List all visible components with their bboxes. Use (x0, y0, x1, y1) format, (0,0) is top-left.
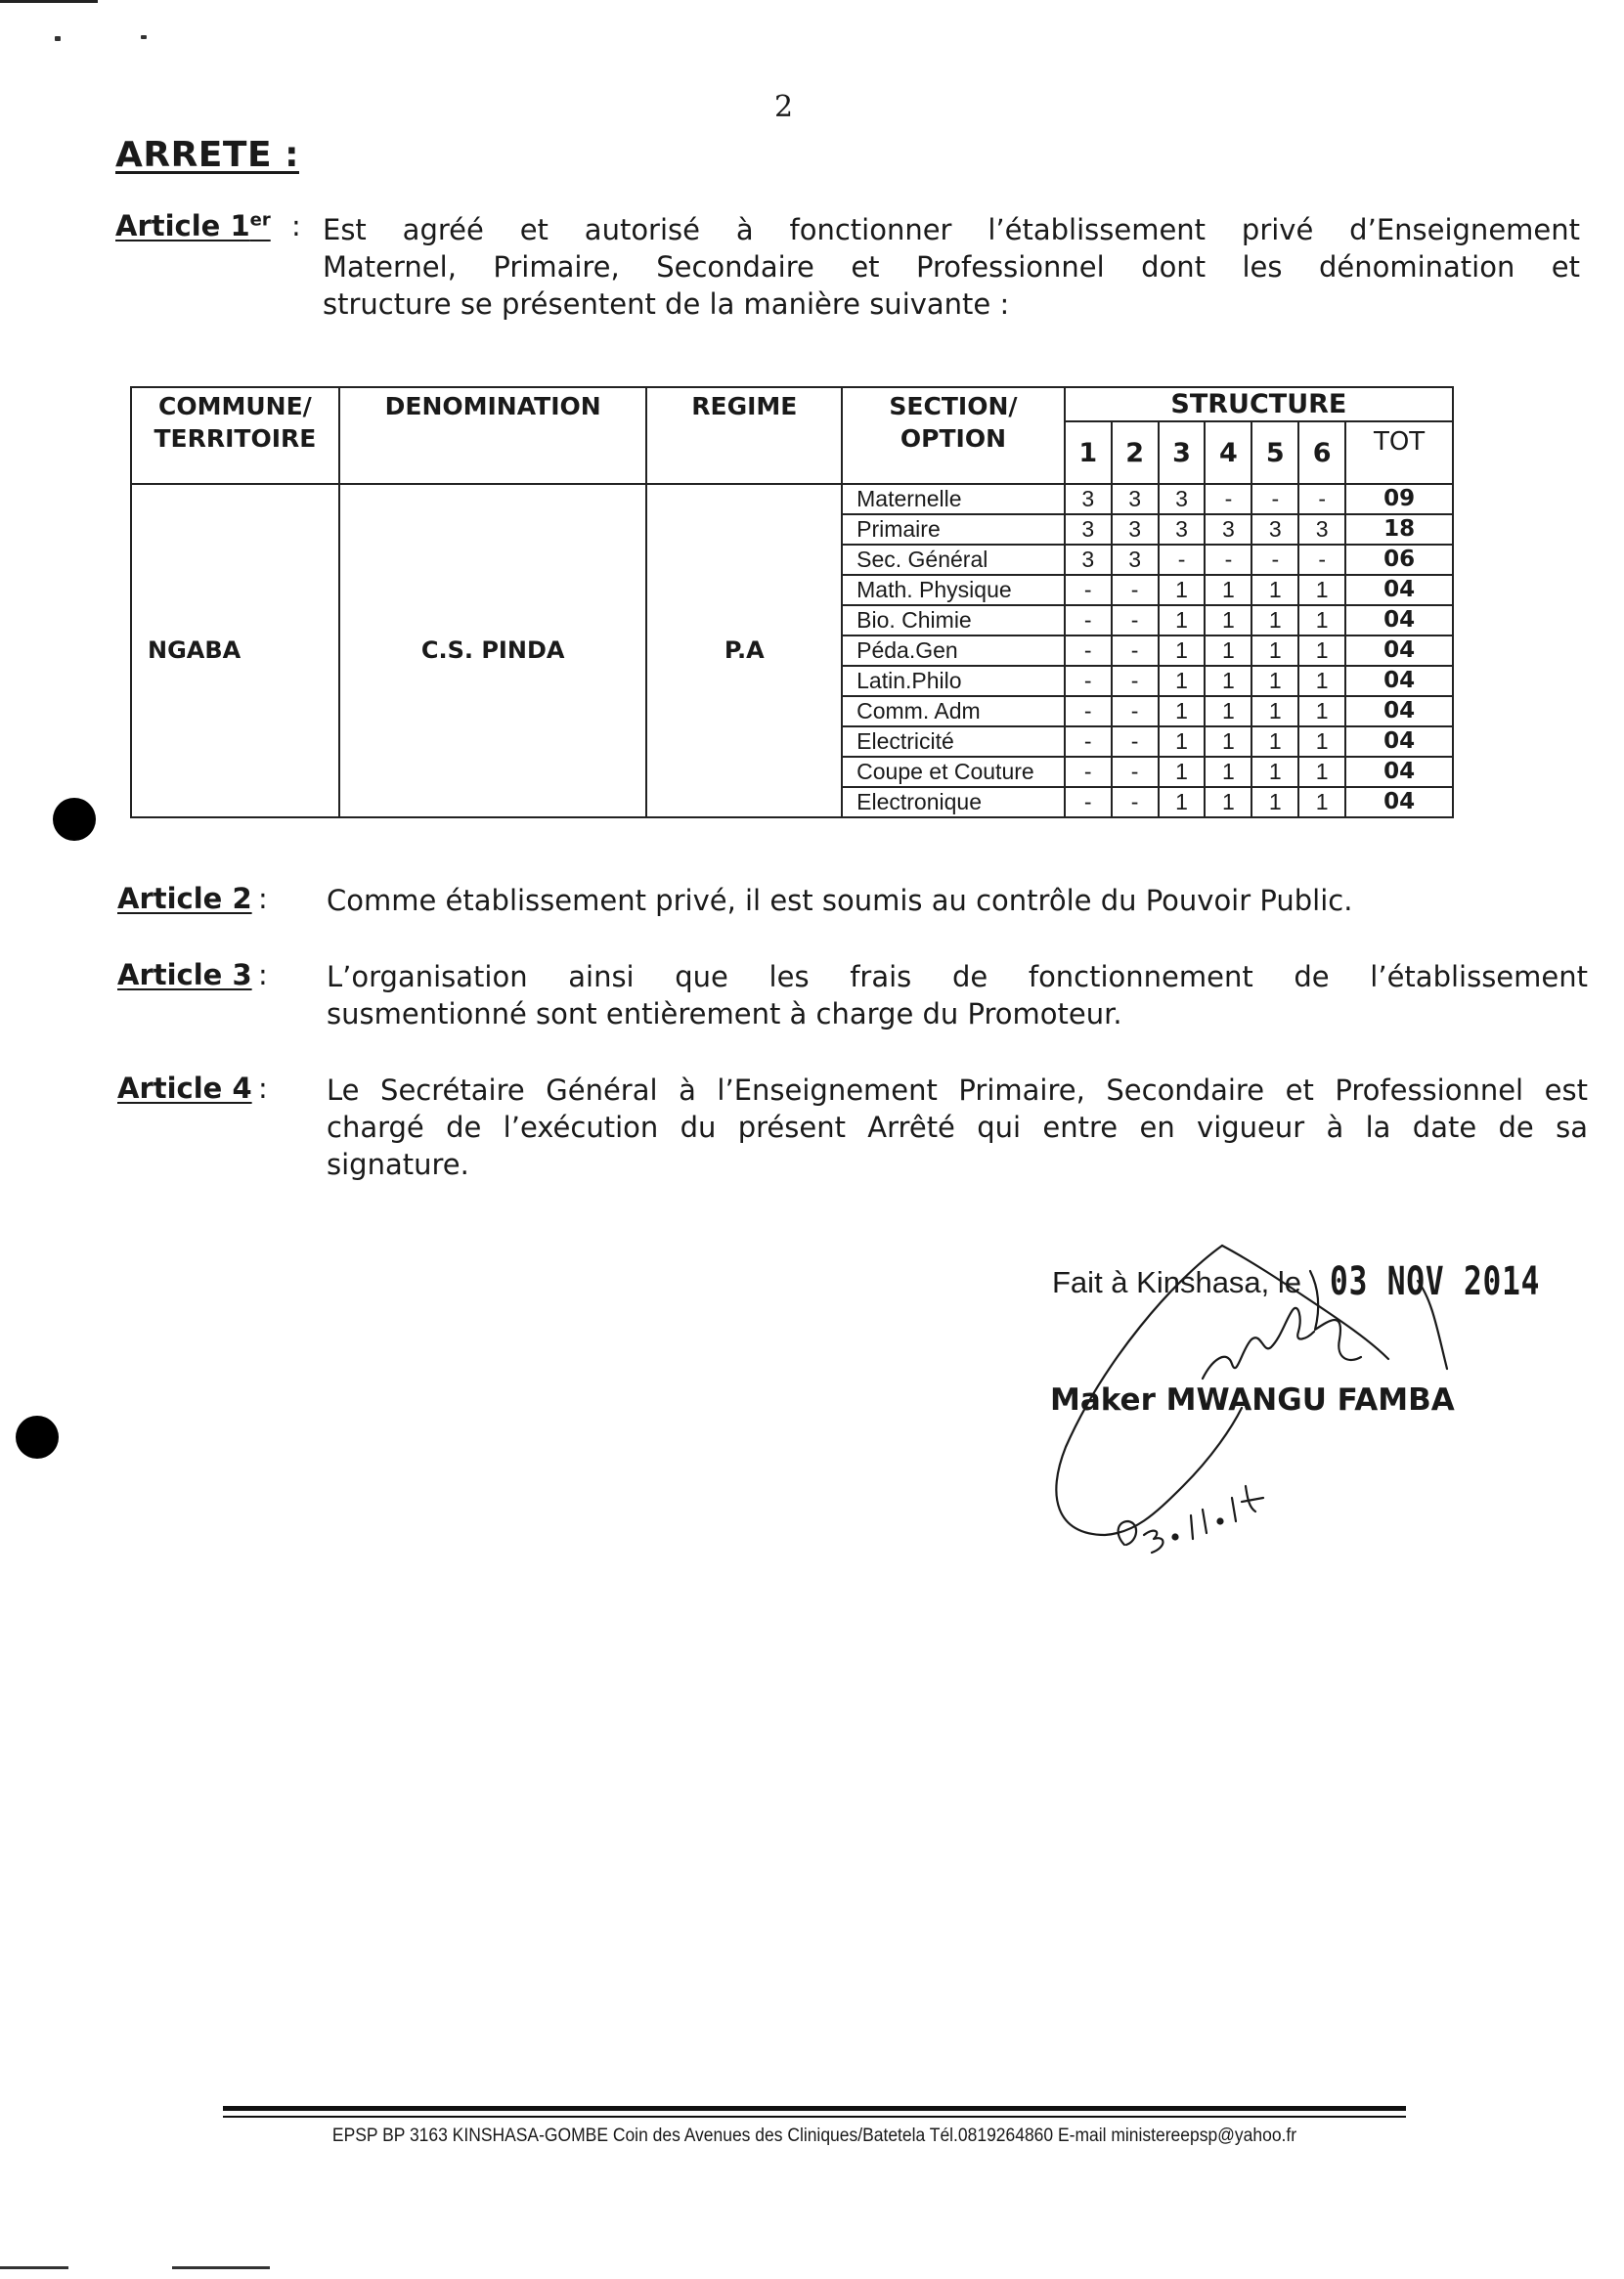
article-2-colon: : (258, 882, 268, 915)
cell-value: 1 (1298, 726, 1345, 757)
article-1-line: structure se présentent de la manière suivante : (323, 287, 1010, 321)
header-regime: REGIME (646, 387, 842, 484)
cell-value: 1 (1298, 787, 1345, 817)
article-2-line: Comme établissement privé, il est soumis au contrôle du Pouvoir Public. (327, 884, 1353, 917)
cell-value: 1 (1251, 696, 1298, 726)
article-3-line: susmentionné sont entièrement à charge du Promoteur. (327, 997, 1122, 1030)
cell-value: 1 (1159, 575, 1206, 605)
cell-value: 1 (1205, 666, 1251, 696)
cell-value: 1 (1298, 696, 1345, 726)
cell-value: - (1251, 545, 1298, 575)
cell-option: Coupe et Couture (842, 757, 1065, 787)
cell-value: 1 (1251, 757, 1298, 787)
article-4-colon: : (258, 1072, 268, 1105)
cell-value: 1 (1251, 787, 1298, 817)
cell-value: - (1298, 484, 1345, 514)
cell-value: 1 (1251, 666, 1298, 696)
article-3-text (327, 958, 1588, 1032)
cell-value: 1 (1159, 696, 1206, 726)
cell-value: 1 (1159, 726, 1206, 757)
footer-rule (223, 2106, 1406, 2111)
cell-value: 3 (1159, 514, 1206, 545)
cell-value: - (1159, 545, 1206, 575)
table-body (131, 484, 1453, 817)
cell-value: - (1065, 726, 1112, 757)
cell-value: - (1112, 605, 1159, 635)
cell-denomination: C.S. PINDA (339, 484, 647, 817)
cell-value: - (1065, 605, 1112, 635)
header-structure: STRUCTURE (1065, 387, 1453, 421)
cell-value: - (1112, 666, 1159, 696)
footer-address: EPSP BP 3163 KINSHASA-GOMBE Coin des Avenues des Cliniques/Batetela Tél.0819264860 E-mail ministereepsp@yahoo.fr (331, 2126, 1297, 2146)
article-4 (117, 1072, 1588, 1181)
footer-rule (223, 2116, 1406, 2118)
article-2-label: Article 2 (117, 882, 252, 915)
cell-value: - (1112, 787, 1159, 817)
cell-total: 09 (1345, 484, 1453, 514)
cell-total: 04 (1345, 757, 1453, 787)
article-3 (117, 958, 1588, 1030)
article-1-colon: : (291, 209, 301, 242)
cell-option: Latin.Philo (842, 666, 1065, 696)
cell-commune: NGABA (131, 484, 339, 817)
signer-name: Maker MWANGU FAMBA (1050, 1382, 1455, 1418)
cell-value: - (1251, 484, 1298, 514)
cell-value: - (1205, 484, 1251, 514)
cell-value: 1 (1159, 605, 1206, 635)
cell-option: Sec. Général (842, 545, 1065, 575)
cell-value: 3 (1159, 484, 1206, 514)
cell-value: - (1065, 757, 1112, 787)
cell-value: 1 (1159, 757, 1206, 787)
punch-hole (16, 1416, 59, 1459)
cell-value: 3 (1205, 514, 1251, 545)
cell-value: 1 (1205, 575, 1251, 605)
header-commune-line1: COMMUNE/ (158, 392, 312, 420)
cell-value: 1 (1298, 666, 1345, 696)
cell-option: Comm. Adm (842, 696, 1065, 726)
cell-value: 1 (1205, 605, 1251, 635)
cell-value: 1 (1205, 726, 1251, 757)
article-1-text (323, 211, 1580, 323)
header-col-3: 3 (1159, 421, 1206, 484)
cell-value: - (1112, 757, 1159, 787)
cell-value: 3 (1112, 545, 1159, 575)
handwritten-signature (1046, 1242, 1594, 1594)
header-section-line1: SECTION/ (889, 392, 1018, 420)
scan-speck (55, 36, 61, 41)
article-4-label: Article 4 (117, 1072, 252, 1105)
header-col-4: 4 (1205, 421, 1251, 484)
cell-value: - (1065, 666, 1112, 696)
article-4-line: signature. (327, 1148, 469, 1181)
cell-value: 3 (1065, 514, 1112, 545)
cell-value: 1 (1251, 605, 1298, 635)
cell-value: 1 (1205, 635, 1251, 666)
header-col-tot: TOT (1345, 421, 1453, 484)
cell-total: 04 (1345, 605, 1453, 635)
article-1-line: Maternel, Primaire, Secondaire et Professionnel dont les dénomination et (323, 250, 1580, 284)
cell-value: - (1065, 575, 1112, 605)
cell-value: 3 (1065, 484, 1112, 514)
cell-regime: P.A (646, 484, 842, 817)
header-denomination: DENOMINATION (339, 387, 647, 484)
article-3-colon: : (258, 958, 268, 991)
cell-value: - (1065, 696, 1112, 726)
cell-option: Electronique (842, 787, 1065, 817)
header-section-line2: OPTION (900, 424, 1007, 453)
scan-speck (141, 35, 147, 39)
cell-value: 3 (1251, 514, 1298, 545)
header-commune (131, 387, 339, 484)
cell-option: Primaire (842, 514, 1065, 545)
cell-value: - (1112, 575, 1159, 605)
scan-edge-line (0, 0, 98, 3)
article-1 (115, 209, 1580, 321)
article-4-line: chargé de l’exécution du présent Arrêté qui entre en vigueur à la date de sa (327, 1111, 1588, 1144)
cell-value: 1 (1251, 635, 1298, 666)
cell-value: - (1112, 696, 1159, 726)
cell-value: 1 (1298, 757, 1345, 787)
cell-value: 3 (1298, 514, 1345, 545)
cell-value: 1 (1159, 787, 1206, 817)
cell-value: 1 (1205, 757, 1251, 787)
cell-value: 1 (1251, 726, 1298, 757)
cell-value: 1 (1298, 605, 1345, 635)
header-commune-line2: TERRITOIRE (154, 424, 317, 453)
header-col-1: 1 (1065, 421, 1112, 484)
page-heading: ARRETE : (115, 135, 299, 175)
article-4-text (327, 1072, 1588, 1183)
cell-value: 1 (1251, 575, 1298, 605)
page-number: 2 (774, 90, 794, 124)
cell-total: 04 (1345, 696, 1453, 726)
article-1-label: Article 1er (115, 209, 271, 242)
cell-total: 06 (1345, 545, 1453, 575)
cell-value: 1 (1159, 635, 1206, 666)
cell-total: 04 (1345, 575, 1453, 605)
cell-value: - (1065, 635, 1112, 666)
punch-hole (53, 798, 96, 841)
cell-value: - (1205, 545, 1251, 575)
cell-value: 1 (1205, 696, 1251, 726)
header-col-5: 5 (1251, 421, 1298, 484)
cell-value: - (1112, 635, 1159, 666)
header-section (842, 387, 1065, 484)
cell-option: Bio. Chimie (842, 605, 1065, 635)
article-3-line: L’organisation ainsi que les frais de fonctionnement de l’établissement (327, 960, 1588, 993)
cell-total: 04 (1345, 666, 1453, 696)
scan-edge-mark (0, 2266, 68, 2269)
cell-value: - (1112, 726, 1159, 757)
article-2-text (327, 882, 1588, 919)
article-1-line: Est agréé et autorisé à fonctionner l’établissement privé d’Enseignement (323, 213, 1580, 246)
structure-table (130, 386, 1454, 818)
table-row (131, 484, 1453, 514)
article-3-label: Article 3 (117, 958, 252, 991)
article-2 (117, 882, 1467, 915)
cell-value: 3 (1112, 514, 1159, 545)
cell-value: - (1298, 545, 1345, 575)
cell-value: 1 (1205, 787, 1251, 817)
cell-value: 1 (1298, 575, 1345, 605)
cell-total: 04 (1345, 787, 1453, 817)
cell-total: 04 (1345, 635, 1453, 666)
cell-value: 1 (1159, 666, 1206, 696)
cell-option: Math. Physique (842, 575, 1065, 605)
header-col-2: 2 (1112, 421, 1159, 484)
signature-place: Fait à Kinshasa, le (1052, 1265, 1302, 1299)
cell-option: Péda.Gen (842, 635, 1065, 666)
cell-option: Maternelle (842, 484, 1065, 514)
cell-value: 1 (1298, 635, 1345, 666)
article-4-line: Le Secrétaire Général à l’Enseignement Primaire, Secondaire et Professionnel est (327, 1074, 1588, 1107)
cell-value: - (1065, 787, 1112, 817)
header-col-6: 6 (1298, 421, 1345, 484)
cell-value: 3 (1112, 484, 1159, 514)
cell-value: 3 (1065, 545, 1112, 575)
date-stamp: 03 NOV 2014 (1330, 1259, 1541, 1304)
cell-total: 18 (1345, 514, 1453, 545)
cell-option: Electricité (842, 726, 1065, 757)
cell-total: 04 (1345, 726, 1453, 757)
scan-edge-mark (172, 2266, 270, 2269)
